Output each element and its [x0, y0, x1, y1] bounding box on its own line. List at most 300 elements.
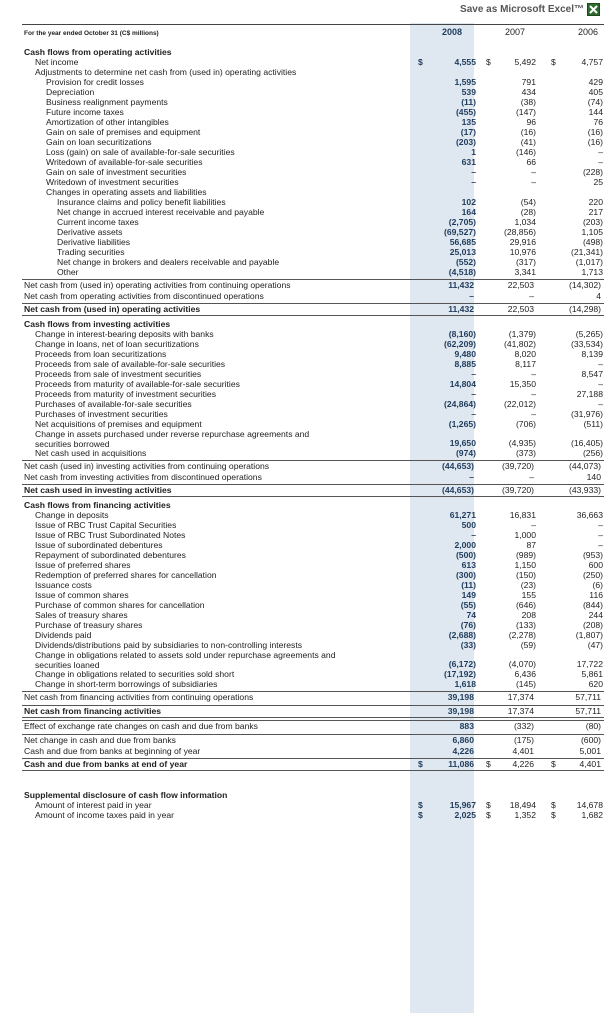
table-row	[0, 640, 606, 650]
value-2007: 5,492	[514, 57, 536, 67]
table-row	[22, 691, 604, 703]
value-2008: 11,432	[448, 280, 474, 290]
value-2008: (55)	[460, 600, 476, 610]
row-label: Dividends paid	[35, 630, 92, 640]
value-2007: 208	[521, 610, 536, 620]
value-2006: (16)	[587, 127, 603, 137]
value-2008: –	[469, 472, 474, 482]
value-2006: 429	[588, 77, 603, 87]
row-label: Repayment of subordinated debentures	[35, 550, 186, 560]
table-row	[0, 359, 606, 369]
table-row	[0, 560, 606, 570]
row-label: Cash and due from banks at beginning of year	[24, 746, 201, 756]
value-2006: 4	[596, 291, 601, 301]
table-row	[0, 87, 606, 97]
value-2007: (38)	[520, 97, 536, 107]
value-2006: 1,682	[581, 810, 603, 820]
row-label: Net change in brokers and dealers receivable and payable	[57, 257, 280, 267]
row-label: Net change in accrued interest receivable and payable	[57, 207, 265, 217]
section-heading: Cash flows from operating activities	[24, 47, 172, 57]
currency-symbol: $	[551, 759, 556, 769]
value-2007: 791	[521, 77, 536, 87]
currency-symbol: $	[551, 57, 556, 67]
row-label: Net cash used in investing activities	[24, 485, 172, 495]
row-label: Derivative assets	[57, 227, 123, 237]
row-label: Net acquisitions of premises and equipment	[35, 419, 202, 429]
value-2008: –	[471, 530, 476, 540]
row-label: Loss (gain) on sale of available-for-sale securities	[46, 147, 235, 157]
row-label: Proceeds from maturity of available-for-sale securities	[35, 379, 240, 389]
value-2008: (1,265)	[448, 419, 476, 429]
value-2006: –	[598, 540, 603, 550]
row-label: Purchases of available-for-sale securities	[35, 399, 192, 409]
value-2008: (69,527)	[443, 227, 476, 237]
value-2008: (62,209)	[443, 339, 476, 349]
value-2008: 6,860	[452, 735, 474, 745]
row-label: Change in short-term borrowings of subsidiaries	[35, 679, 218, 689]
table-row	[0, 448, 606, 458]
value-2008: 39,198	[447, 692, 474, 702]
value-2007: 96	[526, 117, 536, 127]
value-2006: –	[598, 379, 603, 389]
value-2006: –	[598, 399, 603, 409]
table-row	[0, 247, 606, 257]
value-2008: (2,688)	[448, 630, 476, 640]
row-label: Dividends/distributions paid by subsidiaries to non-controlling interests	[35, 640, 303, 650]
table-row	[22, 746, 604, 756]
row-label: Net change in cash and due from banks	[24, 735, 176, 745]
value-2008: –	[469, 291, 474, 301]
value-2006: (74)	[587, 97, 603, 107]
value-2008: (44,653)	[441, 461, 474, 471]
value-2008: 613	[461, 560, 476, 570]
value-2007: 8,117	[515, 359, 536, 369]
row-label: Net cash from (used in) operating activities	[24, 304, 201, 314]
section-heading-row	[0, 47, 606, 57]
value-2008: 164	[461, 207, 476, 217]
row-label: Net cash used in acquisitions	[35, 448, 147, 458]
table-row	[0, 810, 606, 820]
row-label: Change in interest-bearing deposits with banks	[35, 329, 214, 339]
row-label: Amount of income taxes paid in year	[35, 810, 175, 820]
value-2007: 22,503	[507, 280, 534, 290]
row-label: Trading securities	[57, 247, 125, 257]
toolbar	[0, 0, 606, 22]
value-2008: 2,000	[454, 540, 476, 550]
table-row	[22, 279, 604, 291]
value-2008: (6,172)	[448, 659, 476, 669]
row-label: Net cash (used in) investing activities from continuing operations	[24, 461, 270, 471]
value-2008: (44,653)	[441, 485, 474, 495]
value-2006: 4,401	[579, 759, 601, 769]
value-2007: 1,000	[514, 530, 536, 540]
row-label: Provision for credit losses	[46, 77, 144, 87]
table-row	[0, 379, 606, 389]
value-2007: 4,401	[512, 746, 534, 756]
currency-symbol: $	[486, 759, 491, 769]
table-row	[0, 520, 606, 530]
value-2007: 17,374	[507, 692, 534, 702]
value-2006: (14,302)	[568, 280, 601, 290]
value-2008: –	[471, 409, 476, 419]
value-2007: –	[531, 520, 536, 530]
value-2007: –	[531, 389, 536, 399]
value-2008: (974)	[455, 448, 476, 458]
value-2007: 87	[526, 540, 536, 550]
row-label: Derivative liabilities	[57, 237, 131, 247]
value-2008: 61,271	[449, 510, 476, 520]
table-row	[0, 67, 606, 77]
table-row	[0, 610, 606, 620]
value-2006: 1,713	[581, 267, 603, 277]
value-2006: (228)	[582, 167, 603, 177]
table-row	[22, 720, 604, 732]
value-2006: (6)	[592, 580, 603, 590]
value-2008: (552)	[455, 257, 476, 267]
value-2006: 600	[588, 560, 603, 570]
value-2007: (4,070)	[508, 659, 536, 669]
value-2007: (317)	[515, 257, 536, 267]
value-2008: –	[471, 167, 476, 177]
value-2006: 144	[588, 107, 603, 117]
table-row	[0, 540, 606, 550]
value-2007: 10,976	[509, 247, 536, 257]
value-2006: (47)	[587, 640, 603, 650]
table-row	[0, 217, 606, 227]
value-2006: –	[598, 157, 603, 167]
value-2008: 25,013	[449, 247, 476, 257]
row-label: Change in obligations related to securities sold short	[35, 669, 235, 679]
value-2007: 29,916	[509, 237, 536, 247]
row-label: Issue of preferred shares	[35, 560, 131, 570]
value-2007: 15,350	[509, 379, 536, 389]
value-2007: (133)	[515, 620, 536, 630]
value-2007: 6,436	[514, 669, 536, 679]
row-label: Gain on sale of investment securities	[46, 167, 187, 177]
value-2006: 220	[588, 197, 603, 207]
excel-icon	[587, 3, 600, 16]
value-2006: (14,298)	[568, 304, 601, 314]
table-row	[0, 800, 606, 810]
row-spacer	[0, 773, 606, 787]
row-label: Proceeds from loan securitizations	[35, 349, 167, 359]
value-2008: 8,885	[454, 359, 476, 369]
table-row	[0, 77, 606, 87]
value-2007: –	[531, 167, 536, 177]
table-row	[0, 399, 606, 409]
table-row	[0, 157, 606, 167]
value-2007: (41,802)	[503, 339, 536, 349]
value-2007: 22,503	[507, 304, 534, 314]
table-row	[0, 510, 606, 520]
value-2008: 19,650	[449, 438, 476, 448]
table-row	[0, 117, 606, 127]
table-row	[0, 349, 606, 359]
value-2008: (2,705)	[448, 217, 476, 227]
value-2008: 4,555	[454, 57, 476, 67]
value-2008: 15,967	[449, 800, 476, 810]
table-row	[0, 429, 606, 448]
table-row	[0, 669, 606, 679]
value-2008: 74	[466, 610, 476, 620]
row-label: Current income taxes	[57, 217, 139, 227]
value-2006: (43,933)	[568, 485, 601, 495]
row-label: Purchases of investment securities	[35, 409, 168, 419]
value-2008: 14,804	[449, 379, 476, 389]
value-2008: –	[471, 369, 476, 379]
value-2007: –	[529, 291, 534, 301]
value-2007: 1,150	[514, 560, 536, 570]
value-2006: (256)	[582, 448, 603, 458]
table-row	[0, 570, 606, 580]
table-row	[22, 291, 604, 301]
value-2007: –	[531, 409, 536, 419]
table-row	[0, 267, 606, 277]
value-2007: –	[529, 472, 534, 482]
value-2007: (23)	[520, 580, 536, 590]
row-label: Gain on sale of premises and equipment	[46, 127, 201, 137]
value-2007: (989)	[515, 550, 536, 560]
value-2007: 17,374	[507, 706, 534, 716]
table-row	[0, 530, 606, 540]
value-2007: (2,278)	[508, 630, 536, 640]
value-2006: (600)	[580, 735, 601, 745]
value-2008: (203)	[455, 137, 476, 147]
row-label: Issue of RBC Trust Capital Securities	[35, 520, 177, 530]
table-row	[0, 679, 606, 689]
table-row	[22, 734, 604, 746]
value-2008: 11,432	[448, 304, 474, 314]
table-row	[22, 472, 604, 482]
value-2007: 66	[526, 157, 536, 167]
value-2007: (39,720)	[501, 485, 534, 495]
table-row	[0, 339, 606, 349]
row-label: Issue of common shares	[35, 590, 129, 600]
currency-symbol: $	[551, 800, 556, 810]
value-2006: 14,678	[576, 800, 603, 810]
value-2006: (16,405)	[570, 438, 603, 448]
value-2006: (844)	[582, 600, 603, 610]
value-2008: (76)	[460, 620, 476, 630]
section-heading-row	[0, 790, 606, 800]
currency-symbol: $	[486, 800, 491, 810]
value-2007: 434	[521, 87, 536, 97]
value-2006: –	[598, 147, 603, 157]
value-2006: (953)	[582, 550, 603, 560]
value-2008: (8,160)	[448, 329, 476, 339]
row-label: Net cash from (used in) operating activities from continuing operations	[24, 280, 291, 290]
row-label: Future income taxes	[46, 107, 124, 117]
value-2006: 405	[588, 87, 603, 97]
value-2008: (11)	[461, 97, 476, 107]
value-2006: 36,663	[576, 510, 603, 520]
table-row	[0, 419, 606, 429]
value-2006: –	[598, 359, 603, 369]
row-label: Proceeds from maturity of investment securities	[35, 389, 217, 399]
value-2006: (1,807)	[575, 630, 603, 640]
value-2008: 2,025	[454, 810, 476, 820]
value-2007: (373)	[515, 448, 536, 458]
table-header	[22, 27, 604, 41]
value-2006: 217	[588, 207, 603, 217]
value-2007: 18,494	[509, 800, 536, 810]
table-row	[0, 147, 606, 157]
value-2006: 76	[593, 117, 603, 127]
row-label: Net cash from operating activities from discontinued operations	[24, 291, 264, 301]
table-row	[0, 590, 606, 600]
cash-flow-table	[0, 44, 606, 820]
table-row	[22, 460, 604, 472]
currency-symbol: $	[551, 810, 556, 820]
value-2008: 11,086	[448, 759, 474, 769]
value-2006: 5,001	[579, 746, 601, 756]
value-2007: (28)	[520, 207, 536, 217]
value-2007: 1,352	[514, 810, 536, 820]
value-2006: 25	[593, 177, 603, 187]
value-2006: –	[598, 520, 603, 530]
table-row	[0, 207, 606, 217]
table-row	[0, 650, 606, 669]
value-2006: (44,073)	[568, 461, 601, 471]
year-2006-header: 2006	[577, 27, 598, 37]
table-row	[0, 167, 606, 177]
value-2006: (250)	[582, 570, 603, 580]
row-label: Net cash from investing activities from discontinued operations	[24, 472, 262, 482]
row-label: Amortization of other intangibles	[46, 117, 169, 127]
value-2008: (500)	[455, 550, 476, 560]
table-row	[22, 484, 604, 497]
value-2007: (22,012)	[503, 399, 536, 409]
value-2007: (54)	[520, 197, 536, 207]
value-2006: 140	[586, 472, 601, 482]
value-2006: (16)	[587, 137, 603, 147]
value-2007: 3,341	[514, 267, 536, 277]
value-2008: 149	[461, 590, 476, 600]
table-row	[0, 97, 606, 107]
value-2008: (455)	[455, 107, 476, 117]
value-2007: (145)	[515, 679, 536, 689]
value-2006: 4,757	[581, 57, 603, 67]
row-label: Effect of exchange rate changes on cash and due from banks	[24, 721, 258, 731]
value-2007: –	[531, 369, 536, 379]
value-2008: 39,198	[447, 706, 474, 716]
value-2007: (706)	[515, 419, 536, 429]
row-label: Issue of RBC Trust Subordinated Notes	[35, 530, 186, 540]
value-2008: –	[471, 177, 476, 187]
row-label: Depreciation	[46, 87, 95, 97]
row-label: Change in assets purchased under reverse repurchase agreements and securities borrowed	[35, 429, 310, 449]
section-heading: Cash flows from investing activities	[24, 319, 171, 329]
value-2008: 883	[459, 721, 474, 731]
value-2006: –	[598, 530, 603, 540]
table-row	[0, 57, 606, 67]
save-as-excel-link[interactable]	[460, 3, 600, 16]
table-row	[0, 600, 606, 610]
value-2008: (24,864)	[443, 399, 476, 409]
table-row	[0, 580, 606, 590]
value-2008: 135	[461, 117, 476, 127]
table-row	[0, 409, 606, 419]
value-2007: (4,935)	[508, 438, 536, 448]
section-heading: Supplemental disclosure of cash flow information	[24, 790, 228, 800]
row-label: Issuance costs	[35, 580, 92, 590]
value-2006: 620	[588, 679, 603, 689]
value-2006: (21,341)	[570, 247, 603, 257]
value-2007: 16,831	[509, 510, 536, 520]
value-2007: (332)	[513, 721, 534, 731]
row-label: Writedown of investment securities	[46, 177, 179, 187]
value-2008: 1,618	[454, 679, 476, 689]
row-label: Purchase of treasury shares	[35, 620, 143, 630]
value-2007: (41)	[520, 137, 536, 147]
section-heading-row	[0, 319, 606, 329]
value-2008: 539	[461, 87, 476, 97]
row-label: Net cash from financing activities from continuing operations	[24, 692, 254, 702]
section-heading-row	[0, 500, 606, 510]
value-2006: 17,722	[576, 659, 603, 669]
value-2006: 8,547	[581, 369, 603, 379]
value-2008: 1	[471, 147, 476, 157]
value-2006: (33,534)	[570, 339, 603, 349]
row-label: Gain on loan securitizations	[46, 137, 152, 147]
value-2007: 1,034	[514, 217, 536, 227]
value-2006: (31,976)	[570, 409, 603, 419]
value-2007: 8,020	[514, 349, 536, 359]
row-label: Purchase of common shares for cancellation	[35, 600, 205, 610]
table-row	[0, 127, 606, 137]
currency-symbol: $	[418, 810, 423, 820]
value-2007: (150)	[515, 570, 536, 580]
table-row	[0, 237, 606, 247]
table-row	[0, 550, 606, 560]
row-label: Cash and due from banks at end of year	[24, 759, 188, 769]
table-row	[0, 227, 606, 237]
row-label: Amount of interest paid in year	[35, 800, 152, 810]
row-label: Redemption of preferred shares for cancellation	[35, 570, 217, 580]
table-row	[0, 329, 606, 339]
value-2007: (175)	[513, 735, 534, 745]
value-2006: (498)	[582, 237, 603, 247]
value-2008: 9,480	[454, 349, 476, 359]
table-row	[0, 389, 606, 399]
row-label: Change in deposits	[35, 510, 109, 520]
value-2007: (16)	[520, 127, 536, 137]
row-label: Issue of subordinated debentures	[35, 540, 163, 550]
row-label: Writedown of available-for-sale securities	[46, 157, 203, 167]
value-2007: 4,226	[512, 759, 534, 769]
year-2007-header: 2007	[504, 27, 525, 37]
value-2007: (59)	[520, 640, 536, 650]
table-row	[0, 197, 606, 207]
row-label: Changes in operating assets and liabilities	[46, 187, 207, 197]
table-row	[0, 137, 606, 147]
value-2007: (39,720)	[501, 461, 534, 471]
value-2008: –	[471, 389, 476, 399]
value-2008: (4,518)	[448, 267, 476, 277]
row-label: Other	[57, 267, 79, 277]
save-as-excel-label: Save as Microsoft Excel™	[460, 4, 584, 15]
value-2006: 27,188	[576, 389, 603, 399]
value-2006: (203)	[582, 217, 603, 227]
row-label: Business realignment payments	[46, 97, 168, 107]
table-row	[22, 758, 604, 771]
value-2006: 57,711	[575, 706, 601, 716]
row-label: Sales of treasury shares	[35, 610, 128, 620]
row-label: Net income	[35, 57, 79, 67]
currency-symbol: $	[486, 810, 491, 820]
table-row	[0, 187, 606, 197]
row-label: Change in obligations related to assets sold under repurchase agreements and securities loaned	[35, 650, 336, 670]
